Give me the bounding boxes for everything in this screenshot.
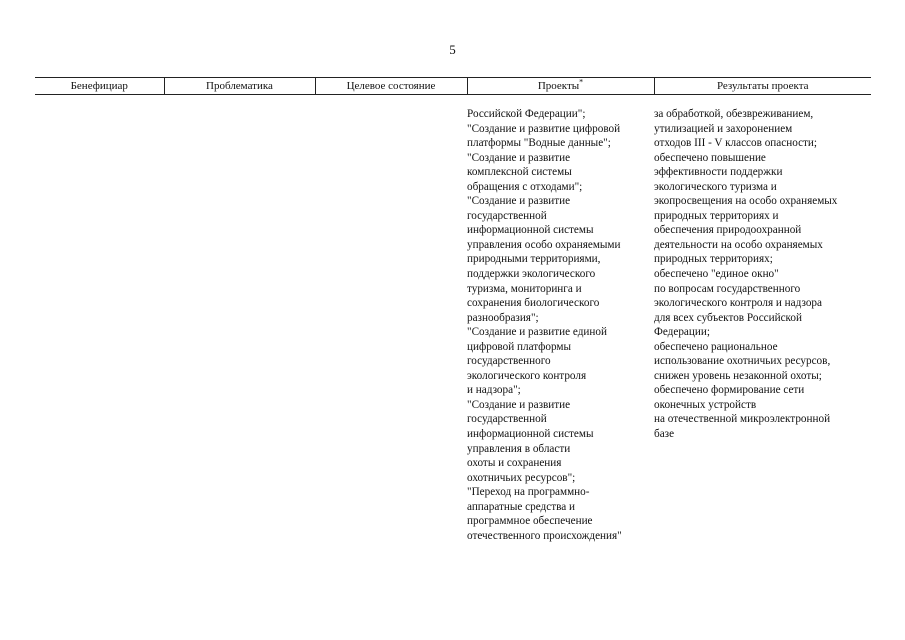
result-line: базе — [654, 428, 675, 441]
project-line: "Создание и развитие единой — [467, 326, 607, 339]
header-label: Результаты проекта — [716, 79, 809, 92]
project-line: "Создание и развитие — [467, 398, 571, 411]
result-line: эффективности поддержки — [654, 166, 783, 179]
header-problem — [164, 78, 315, 95]
result-line: утилизацией и захоронением — [654, 122, 793, 135]
header-results — [654, 78, 871, 95]
header-target-state — [315, 78, 467, 95]
result-line: экологического туризма и — [654, 180, 777, 193]
result-line: деятельности на особо охраняемых — [654, 238, 823, 251]
result-line: снижен уровень незаконной охоты; — [654, 369, 822, 382]
header-label: Проекты — [537, 79, 580, 92]
result-line: оконечных устройств — [654, 398, 757, 411]
table-header-row — [35, 78, 871, 95]
project-line: аппаратные средства и — [467, 500, 575, 513]
project-line: платформы "Водные данные"; — [467, 137, 611, 150]
project-line: разнообразия"; — [467, 311, 539, 324]
project-line: "Создание и развитие — [467, 151, 571, 164]
result-line: использование охотничьих ресурсов, — [654, 355, 831, 368]
project-line: отечественного происхождения" — [467, 529, 622, 542]
project-line: поддержки экологического — [467, 268, 596, 281]
project-line: природными территориями, — [467, 253, 601, 266]
project-line: сохранения биологического — [467, 297, 600, 310]
result-line: на отечественной микроэлектронной — [654, 413, 831, 426]
header-beneficiary — [35, 78, 164, 95]
header-label: Проблематика — [206, 79, 273, 92]
project-line: государственной — [467, 209, 547, 222]
project-line: комплексной системы — [467, 166, 572, 179]
result-line: для всех субъектов Российской — [654, 311, 803, 324]
project-line: и надзора"; — [467, 384, 521, 397]
project-line: обращения с отходами"; — [467, 180, 583, 193]
result-line: по вопросам государственного — [654, 282, 801, 295]
results-cell — [654, 107, 837, 442]
result-line: обеспечено формирование сети — [654, 384, 805, 397]
project-line: управления особо охраняемыми — [467, 238, 621, 251]
project-line: Российской Федерации"; — [467, 108, 586, 120]
result-line: обеспечено повышение — [654, 151, 766, 164]
result-line: экологического контроля и надзора — [654, 297, 822, 310]
result-line: отходов III - V классов опасности; — [654, 137, 818, 150]
result-line: природных территориях; — [654, 253, 773, 266]
result-line: природных территориях и — [654, 209, 779, 222]
project-line: "Создание и развитие — [467, 195, 571, 208]
page-number: 5 — [449, 42, 456, 57]
result-line: обеспечения природоохранной — [654, 224, 802, 237]
result-line: Федерации; — [654, 326, 710, 339]
project-line: "Переход на программно- — [467, 486, 590, 499]
project-line: управления в области — [467, 442, 571, 455]
project-line: охотничьих ресурсов"; — [467, 471, 576, 484]
project-line: экологического контроля — [467, 369, 587, 382]
projects-cell — [467, 107, 622, 543]
project-line: программное обеспечение — [467, 515, 593, 528]
project-line: информационной системы — [467, 428, 594, 441]
project-line: информационной системы — [467, 224, 594, 237]
header-label: Бенефициар — [70, 79, 128, 92]
result-line: обеспечено "единое окно" — [654, 268, 779, 281]
result-line: экопросвещения на особо охраняемых — [654, 195, 838, 208]
project-line: "Создание и развитие цифровой — [467, 122, 621, 135]
projects-table — [35, 77, 871, 95]
project-line: охоты и сохранения — [467, 457, 562, 470]
project-line: цифровой платформы — [467, 340, 571, 353]
result-line: за обработкой, обезвреживанием, — [654, 108, 814, 120]
header-label: Целевое состояние — [346, 79, 436, 92]
header-projects — [467, 78, 654, 95]
project-line: государственного — [467, 355, 551, 368]
project-line: туризма, мониторинга и — [467, 282, 582, 295]
project-line: государственной — [467, 413, 547, 426]
result-line: обеспечено рациональное — [654, 340, 778, 353]
footnote-mark: * — [579, 76, 584, 86]
